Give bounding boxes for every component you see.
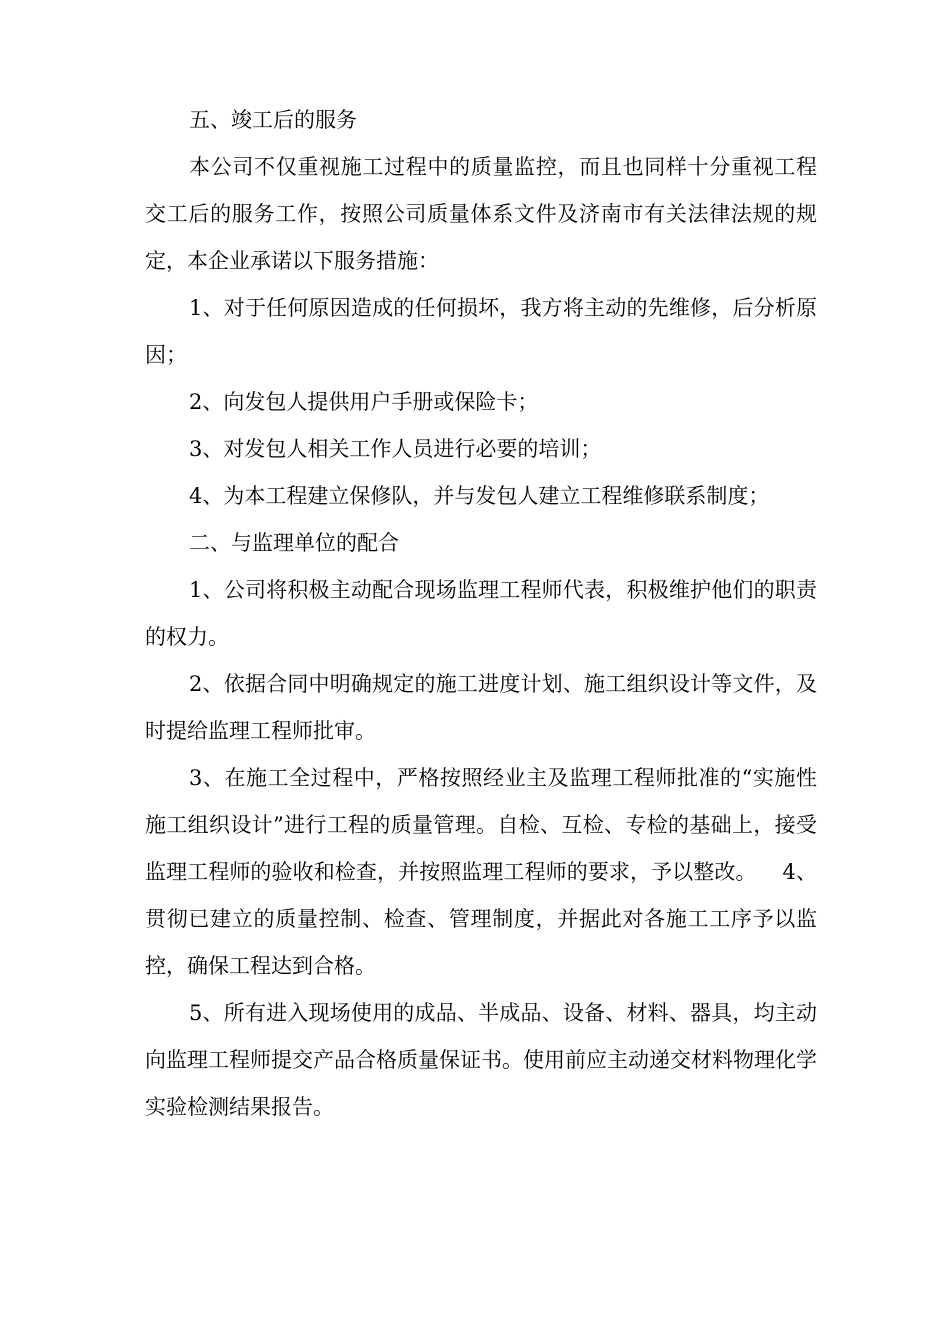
paragraph-service-intro: 本公司不仅重视施工过程中的质量监控，而且也同样十分重视工程交工后的服务工作，按照公司质量体系文件及济南市有关法律法规的规定，本企业承诺以下服务措施：: [145, 155, 817, 273]
document-body: [145, 97, 817, 1131]
paragraph-coordination-item-2: 2、依据合同中明确规定的施工进度计划、施工组织设计等文件，及时提给监理工程师批审。: [145, 672, 817, 743]
paragraph-coordination-item-4: 4、贯彻已建立的质量控制、检查、管理制度，并据此对各施工工序予以监控，确保工程达到合格。: [145, 860, 817, 978]
paragraph-coordination-item-3: 3、在施工全过程中，严格按照经业主及监理工程师批准的“实施性施工组织设计”进行工程的质量管理。自检、互检、专检的基础上，接受监理工程师的验收和检查，并按照监理工程师的要求，予以整改。: [145, 766, 817, 884]
paragraph-coordination-item-1: 1、公司将积极主动配合现场监理工程师代表，积极维护他们的职责的权力。: [145, 578, 817, 649]
paragraph-service-item-1: 1、对于任何原因造成的任何损坏，我方将主动的先维修，后分析原因；: [145, 296, 817, 367]
paragraph-coordination-item-3-and-4: [145, 755, 817, 990]
section-heading-supervision-coordination: 二、与监理单位的配合: [189, 531, 399, 555]
section-heading-after-completion-service: 五、竣工后的服务: [189, 108, 357, 132]
paragraph-coordination-item-5: 5、所有进入现场使用的成品、半成品、设备、材料、器具，均主动向监理工程师提交产品合格质量保证书。使用前应主动递交材料物理化学实验检测结果报告。: [145, 1001, 817, 1119]
paragraph-service-item-3: 3、对发包人相关工作人员进行必要的培训；: [189, 437, 602, 461]
paragraph-service-item-4: 4、为本工程建立保修队，并与发包人建立工程维修联系制度；: [189, 484, 770, 508]
paragraph-service-item-2: 2、向发包人提供用户手册或保险卡；: [189, 390, 539, 414]
